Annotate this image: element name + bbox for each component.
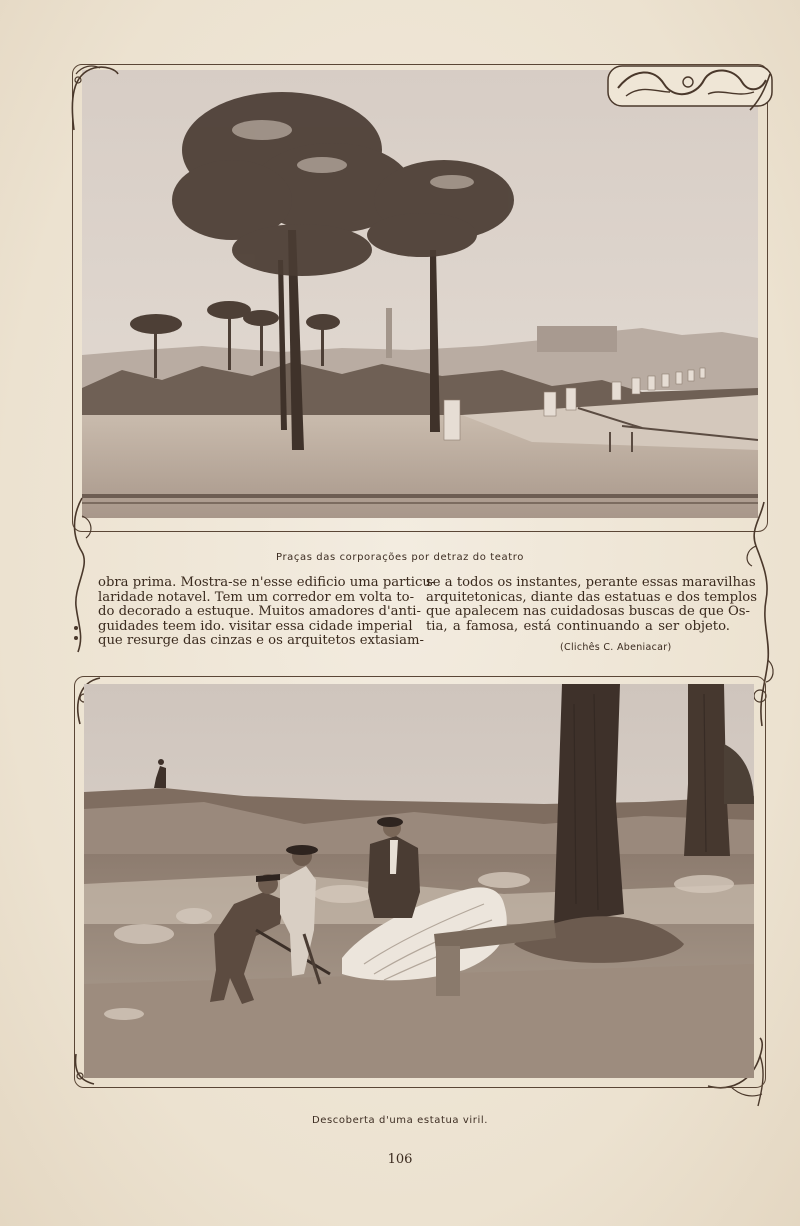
article-line: que apalecem nas cuidadosas buscas de que Os- bbox=[426, 604, 751, 620]
article-line: laridade notavel. Tem um corredor em volta to- bbox=[98, 589, 415, 605]
article-line: obra prima. Mostra-se n'esse edificio uma particu- bbox=[98, 575, 436, 590]
article-line: tia, a famosa, está continuando a ser objeto. bbox=[426, 618, 730, 634]
article-line: que resurge das cinzas e os arquitetos extasiam- bbox=[98, 633, 424, 649]
page-number: 106 bbox=[387, 1152, 413, 1167]
article-column-right bbox=[426, 575, 758, 634]
article-column-left bbox=[98, 575, 436, 649]
photo-frame-bottom bbox=[74, 676, 766, 1088]
article-line: do decorado a estuque. Muitos amadores d'anti- bbox=[98, 604, 421, 620]
article-line: arquitetonicas, diante das estatuas e dos templos bbox=[426, 589, 758, 605]
art-nouveau-ornament-top-left bbox=[66, 60, 122, 138]
photo-credit: (Clichês C. Abeniacar) bbox=[560, 642, 672, 653]
photo-top-caption: Praças das corporações por detraz do teatro bbox=[276, 552, 524, 563]
photo-bottom-caption: Descoberta d'uma estatua viril. bbox=[311, 1115, 489, 1126]
photo-frame-top bbox=[72, 64, 768, 532]
article-line: se a todos os instantes, perante essas maravilhas bbox=[426, 575, 756, 590]
art-nouveau-ornament-top-right bbox=[604, 62, 776, 120]
article-line: guidades teem ido. visitar essa cidade imperial bbox=[98, 618, 413, 634]
